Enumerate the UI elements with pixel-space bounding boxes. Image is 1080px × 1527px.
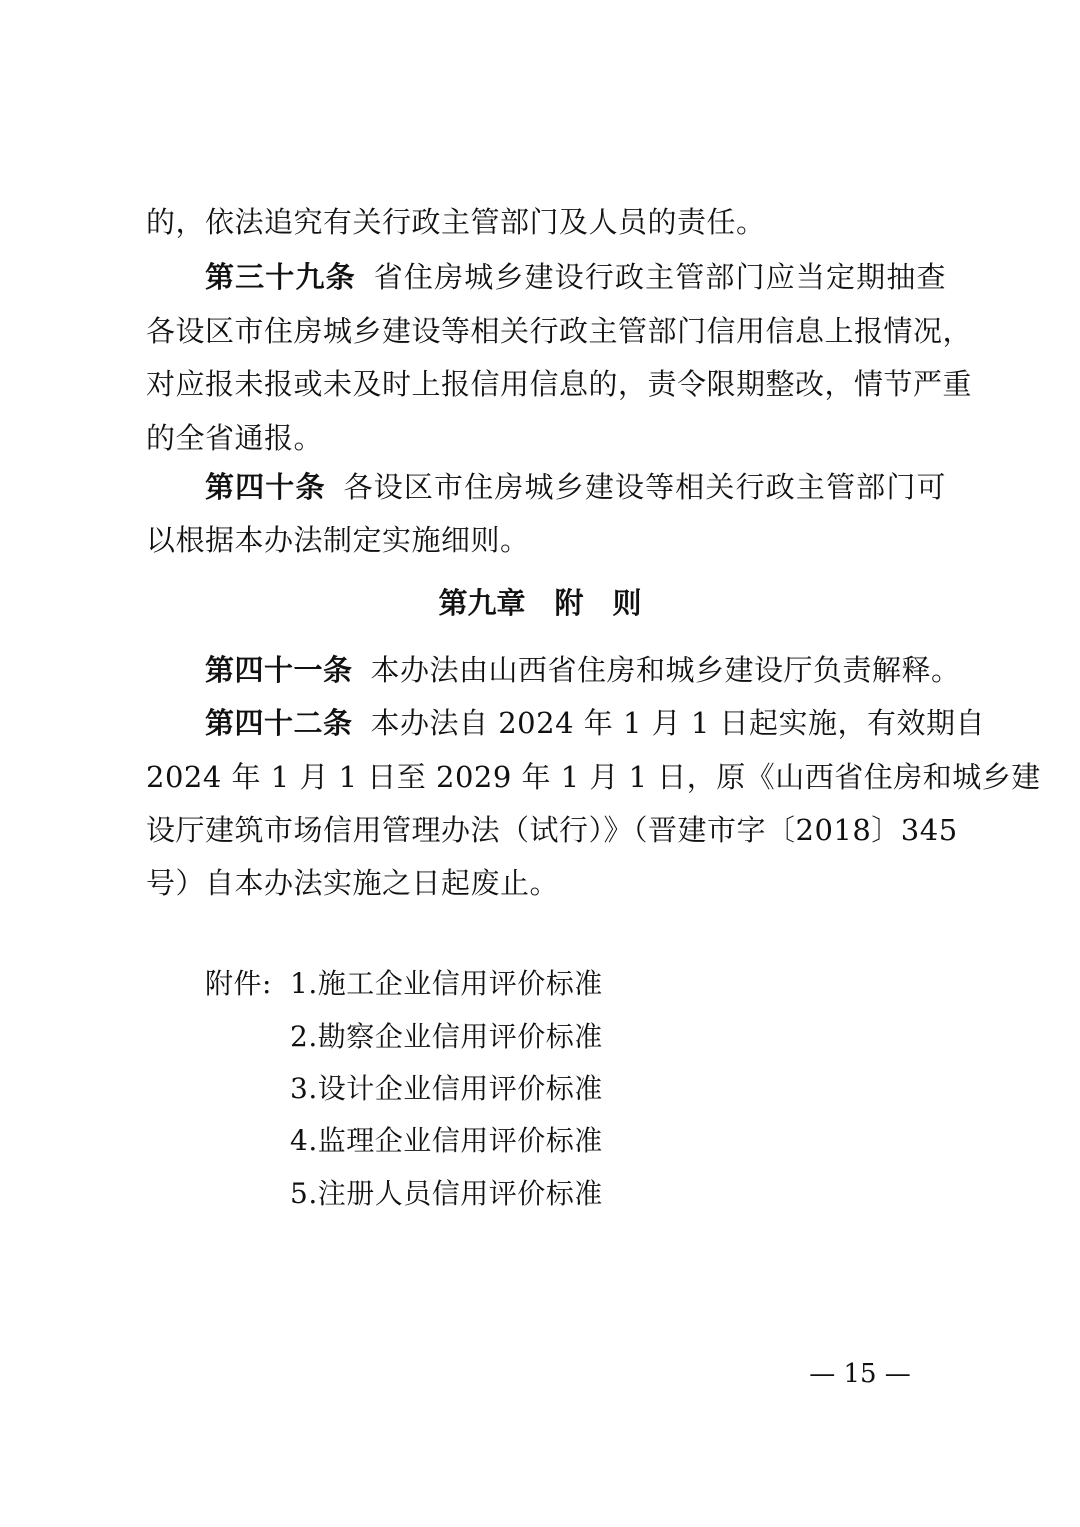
paragraph-continuation: 的，依法追究有关行政主管部门及人员的责任。 [146, 205, 766, 239]
article-42-line-1 [205, 703, 986, 743]
article-42-text-1: 本办法自 2024 年 1 月 1 日起实施，有效期自 [370, 706, 986, 740]
article-40-line-1 [205, 467, 946, 507]
article-42-line-3: 设厅建筑市场信用管理办法（试行）》（晋建市字〔2018〕345 [146, 813, 958, 847]
attachment-item: 4.监理企业信用评价标准 [290, 1124, 603, 1157]
attachment-item: 3.设计企业信用评价标准 [290, 1072, 603, 1105]
article-40-text-1: 各设区市住房城乡建设等相关行政主管部门可 [343, 470, 946, 504]
page-number: — 15 — [809, 1359, 911, 1389]
article-42-line-4: 号）自本办法实施之日起废止。 [146, 866, 560, 900]
article-41-text-1: 本办法由山西省住房和城乡建设厅负责解释。 [370, 653, 961, 687]
article-42-line-2: 2024 年 1 月 1 日至 2029 年 1 月 1 日，原《山西省住房和城乡建 [146, 760, 1041, 794]
attachment-item: 2.勘察企业信用评价标准 [290, 1020, 603, 1053]
chapter-heading: 第九章 附 则 [438, 586, 642, 620]
article-39-line-1 [205, 257, 946, 297]
article-41-title: 第四十一条 [205, 653, 353, 687]
article-40-title: 第四十条 [205, 470, 326, 504]
article-42-title: 第四十二条 [205, 706, 353, 740]
article-41-line-1 [205, 650, 961, 690]
article-39-text-1: 省住房城乡建设行政主管部门应当定期抽查 [373, 260, 946, 294]
article-39-title: 第三十九条 [205, 260, 356, 294]
attachment-item: 5.注册人员信用评价标准 [290, 1177, 603, 1210]
article-39-line-4: 的全省通报。 [146, 421, 324, 455]
article-39-line-2: 各设区市住房城乡建设等相关行政主管部门信用信息上报情况， [146, 314, 973, 348]
article-40-line-2: 以根据本办法制定实施细则。 [146, 523, 530, 557]
attachment-item: 1.施工企业信用评价标准 [290, 967, 603, 1000]
attachments-label: 附件: [205, 967, 272, 1000]
article-39-line-3: 对应报未报或未及时上报信用信息的，责令限期整改，情节严重 [146, 367, 973, 401]
